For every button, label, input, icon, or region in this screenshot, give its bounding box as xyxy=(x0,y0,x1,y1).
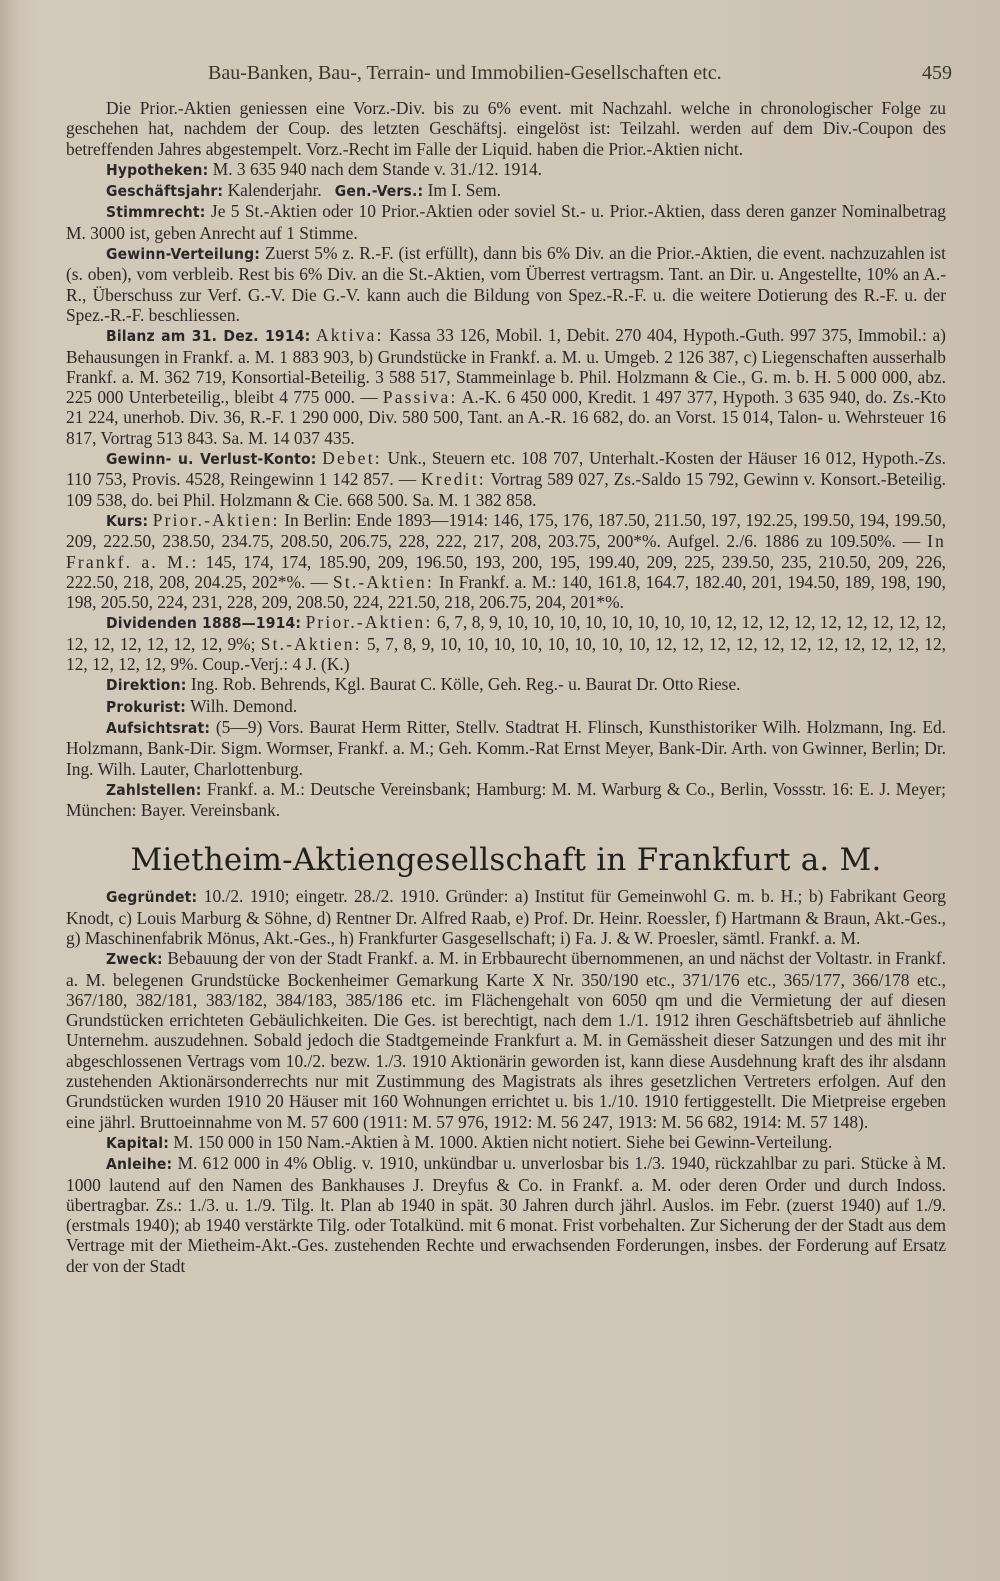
gewinn-verteilung-text: Zuerst 5% z. R.-F. (ist erfüllt), dann bis 6% Div. an die Prior.-Aktien, die event. nachzuzahlen ist (s. oben), vom verbleib. Rest bis 6% Div. an die St.-Aktien, vom Überrest vertragsm. Tant. an Dir. u. Angestellte, 10% an A.-R., Überschuss zur Verf. G.-V. Die G.-V. kann auch die Bildung von Spez.-R.-F. u. die weitere Dotierung des R.-F. u. der Spez.-R.-F. beschliessen. xyxy=(66,243,946,325)
gewinn-verteilung-label: Gewinn-Verteilung: xyxy=(106,245,261,264)
guv-paragraph xyxy=(66,448,946,510)
kurs-prior-label: Prior.-Aktien: xyxy=(152,509,280,530)
kredit-text: Vortrag 589 027, Zs.-Saldo 15 792, Gewinn v. Konsort.-Beteilig. 109 538, do. bei Phil. Holzmann & Cie. 668 500. Sa. M. 1 382 858. xyxy=(66,469,946,510)
aufsichtsrat-text: (5—9) Vors. Baurat Herm Ritter, Stellv. Stadtrat H. Flinsch, Kunsthistoriker Wilh. Holzmann, Ing. Ed. Holzmann, Bank-Dir. Sigm. Wormser, Frankf. a. M.; Geh. Komm.-Rat Ernst Meyer, Bank-Dir. Arth. von Gwinner, Berlin; Dr. Ing. Wilh. Lauter, Charlottenburg. xyxy=(66,716,946,779)
zweck-paragraph xyxy=(66,948,946,1132)
aktiva-label: Aktiva: xyxy=(316,325,384,346)
kurs-text-st: In Frankf. a. M.: 140, 161.8, 164.7, 182.40, 201, 194.50, 189, 198, 190, 198, 205.50, 224, 231, 228, 209, 208.50, 224, 221.50, 218, 206.75, 204, 201*%. xyxy=(66,571,946,613)
prokurist-text: Wilh. Demond. xyxy=(190,695,298,716)
gegruendet-text: 10./2. 1910; eingetr. 28./2. 1910. Gründer: a) Institut für Gemeinwohl G. m. b. H.; b) Fabrikant Georg Knodt, c) Louis Marburg & Söhne, d) Rentner Dr. Alfred Raab, e) Prof. Dr. Heinr. Roessler, f) Hartmann & Braun, Akt.-Ges., g) Maschinenfabrik Mönus, Akt.-Ges., h) Frankfurter Gasgesellschaft; i) Fa. J. & W. Proesler, sämtl. Frankf. a. M. xyxy=(66,886,946,948)
gen-vers-text: Im I. Sem. xyxy=(427,180,502,201)
stimmrecht-label: Stimmrecht: xyxy=(106,203,206,222)
direktion-text: Ing. Rob. Behrends, Kgl. Baurat C. Kölle, Geh. Reg.- u. Baurat Dr. Otto Riese. xyxy=(190,674,741,695)
bilanz-label: Bilanz am 31. Dez. 1914: xyxy=(106,327,311,346)
geschaeftsjahr-text: Kalenderjahr. xyxy=(227,180,322,201)
aufsichtsrat-label: Aufsichtsrat: xyxy=(106,718,211,737)
prokurist-label: Prokurist: xyxy=(106,697,187,716)
div-st-text: 5, 7, 8, 9, 10, 10, 10, 10, 10, 10, 10, 10, 12, 12, 12, 12, 12, 12, 12, 12, 12, 12, 12, 12, 12, 12, 12, 9%. Coup.-Verj.: 4 J. (K.) xyxy=(66,633,946,675)
bilanz-paragraph xyxy=(66,325,946,448)
aufsichtsrat-paragraph xyxy=(66,717,946,779)
stimmrecht-text: Je 5 St.-Aktien oder 10 Prior.-Aktien oder soviel St.- u. Prior.-Aktien, dass deren ganzer Nominalbetrag M. 3000 ist, geben Anrecht auf 1 Stimme. xyxy=(66,201,946,243)
page-number: 459 xyxy=(922,62,952,84)
zahlstellen-paragraph xyxy=(66,779,946,821)
zahlstellen-text: Frankf. a. M.: Deutsche Vereinsbank; Hamburg: M. M. Warburg & Co., Berlin, Vossstr. 16: E. J. Meyer; München: Bayer. Vereinsbank. xyxy=(66,778,946,821)
company-title: Mietheim-Aktiengesellschaft in Frankfurt a. M. xyxy=(130,842,882,879)
kurs-text-berlin: In Berlin: Ende 1893—1914: 146, 175, 176, 187.50, 211.50, 197, 192.25, 199.50, 194, 199.50, 209, 222.50, 238.50, 234.75, 208.50, 206.75, 228, 222, 217, 208, 203.75, 200*%. Aufgel. 2./6. 1886 zu 109.50%. — xyxy=(66,509,946,552)
guv-label: Gewinn- u. Verlust-Konto: xyxy=(106,450,317,469)
debet-label: Debet: xyxy=(322,448,382,469)
debet-text: Unk., Steuern etc. 108 707, Unterhalt.-Kosten der Häuser 16 012, Hypoth.-Zs. 110 753, Provis. 4528, Reingewinn 1 142 857. — xyxy=(66,448,946,490)
gen-vers-label: Gen.-Vers.: xyxy=(334,182,424,201)
anleihe-text: M. 612 000 in 4% Oblig. v. 1910, unkündbar u. unverlosbar bis 1./3. 1940, rückzahlbar zu pari. Stücke à M. 1000 lautend auf den Namen des Bankhauses J. Dreyfus & Co. in Frankf. a. M. oder deren Order und durch Indoss. übertragbar. Zs.: 1./3. u. 1./9. Tilg. lt. Plan ab 1940 in spät. 30 Jahren durch jährl. Auslos. im Febr. (zuerst 1940) auf 1./9. (erstmals 1940); ab 1940 verstärkte Tilg. oder Totalkünd. mit 6 monat. Frist vorbehalten. Zur Sicherung der der Stadt aus dem Vertrage mit der Mietheim-Akt.-Ges. zustehenden Rechte und erwachsenden Forderungen, insbes. der Forderung auf Ersatz der von der Stadt xyxy=(66,1153,946,1276)
zahlstellen-label: Zahlstellen: xyxy=(106,780,202,799)
zweck-text: Bebauung der von der Stadt Frankf. a. M. in Erbbaurecht übernommenen, an und nächst der Voltastr. in Frankf. a. M. belegenen Grundstücke Bockenheimer Gemarkung Karte X Nr. 350/190 etc., 371/176 etc., 365/177, 366/178 etc., 367/180, 382/181, 383/182, 384/183, 385/186 etc. im Flächengehalt von 6050 qm und die Vermietung der auf diesen Grundstücken errichteten Gebäulichkeiten. Die Ges. ist berechtigt, nach dem 1./1. 1912 ihren Geschäftsbetrieb auf ähnliche Unternehm. auszudehnen. Sobald jedoch die Stadtgemeinde Frankfurt a. M. in Gemässheit dieser Satzungen und des mit ihr abgeschlossenen Vertrags vom 10./2. bezw. 1./3. 1910 Aktionärin geworden ist, kann diese Ausdehnung kraft des ihr alsdann zustehenden Aktionärsonderrechts nur mit Zustimmung des Magistrats als ihres gesetzlichen Vertreters erfolgen. Auf den Grundstücken wurden 1910 20 Häuser mit 160 Wohnungen errichtet u. bis 1./10. 1910 fertiggestellt. Die Mietpreise ergeben eine jährl. Bruttoeinnahme von M. 57 600 (1911: M. 57 976, 1912: M. 56 247, 1913: M. 56 682, 1914: M. 57 148). xyxy=(66,948,946,1132)
gegruendet-paragraph xyxy=(66,886,946,948)
kapital-paragraph xyxy=(66,1132,946,1153)
running-title: Bau-Banken, Bau-, Terrain- und Immobilien-Gesellschaften etc. xyxy=(208,62,722,84)
anleihe-paragraph xyxy=(66,1153,946,1276)
direktion-label: Direktion: xyxy=(106,676,187,695)
kurs-frankf-label: In Frankf. a. M.: xyxy=(66,531,946,572)
page-header xyxy=(64,58,954,90)
gegruendet-label: Gegründet: xyxy=(106,888,198,907)
page-body xyxy=(66,98,946,1276)
hypotheken-text: M. 3 635 940 nach dem Stande v. 31./12. 1914. xyxy=(212,158,543,179)
zweck-label: Zweck: xyxy=(106,950,163,969)
direktion-paragraph xyxy=(66,674,946,695)
dividenden-paragraph xyxy=(66,612,946,674)
passiva-text: A.-K. 6 450 000, Kredit. 1 497 377, Hypoth. 3 635 940, do. Zs.-Kto 21 224, unerhob. Div. 36, R.-F. 1 290 000, Div. 580 500, Tant. an A.-R. 16 682, do. an Vorst. 15 014, Talon- u. Wehrsteuer 16 817, Vortrag 513 843. Sa. M. 14 037 435. xyxy=(66,387,947,448)
kurs-label: Kurs: xyxy=(106,511,149,530)
kurs-st-label: St.-Aktien: xyxy=(332,571,434,592)
prokurist-paragraph xyxy=(66,696,946,717)
div-prior-text: 6, 7, 8, 9, 10, 10, 10, 10, 10, 10, 10, 10, 12, 12, 12, 12, 12, 12, 12, 12, 12, 12, 12, 12, 12, 12, 12, 9%; xyxy=(66,612,946,654)
hypotheken-label: Hypotheken: xyxy=(106,160,209,179)
div-st-label: St.-Aktien: xyxy=(260,633,362,654)
passiva-label: Passiva: xyxy=(382,387,458,408)
kurs-text-frankf: 145, 174, 174, 185.90, 209, 196.50, 193, 200, 195, 199.40, 209, 225, 239.50, 235, 210.50, 209, 226, 222.50, 218, 208, 204.25, 202*%. — xyxy=(66,551,947,592)
kurs-paragraph xyxy=(66,510,946,612)
kapital-text: M. 150 000 in 150 Nam.-Aktien à M. 1000. Aktien nicht notiert. Siehe bei Gewinn-Verteilung. xyxy=(173,1131,833,1152)
gewinn-verteilung-paragraph xyxy=(66,243,946,325)
kredit-label: Kredit: xyxy=(421,469,486,490)
kapital-label: Kapital: xyxy=(106,1133,170,1152)
geschaeftsjahr-label: Geschäftsjahr: xyxy=(106,182,224,201)
dividenden-label: Dividenden 1888—1914: xyxy=(106,614,302,633)
anleihe-label: Anleihe: xyxy=(106,1155,173,1174)
geschaeftsjahr-paragraph xyxy=(66,180,946,201)
hypotheken-paragraph xyxy=(66,159,946,180)
prior-aktien-paragraph: Die Prior.-Aktien geniessen eine Vorz.-Div. bis zu 6% event. mit Nachzahl. welche in chronologischer Folge zu geschehen hat, nachdem der Coup. des letzten Geschäftsj. eingelöst ist: Teilzahl. werden auf dem Div.-Coupon des betreffenden Jahres abgestempelt. Vorz.-Recht im Falle der Liquid. haben die Prior.-Aktien nicht. xyxy=(66,98,946,159)
aktiva-text: Kassa 33 126, Mobil. 1, Debit. 270 404, Hypoth.-Guth. 997 375, Immobil.: a) Behausungen in Frankf. a. M. 1 883 903, b) Grundstücke in Frankf. a. M. u. Umgeb. 2 126 387, c) Liegenschaften ausserhalb Frankf. a. M. 362 719, Konsortial-Beteilig. 3 588 517, Stammeinlage b. Phil. Holzmann & Cie., G. m. b. H. 5 000 000, abz. 225 000 Unterbeteilig., bleibt 4 775 000. — xyxy=(66,325,946,408)
stimmrecht-paragraph xyxy=(66,201,946,243)
div-prior-label: Prior.-Aktien: xyxy=(305,612,433,633)
